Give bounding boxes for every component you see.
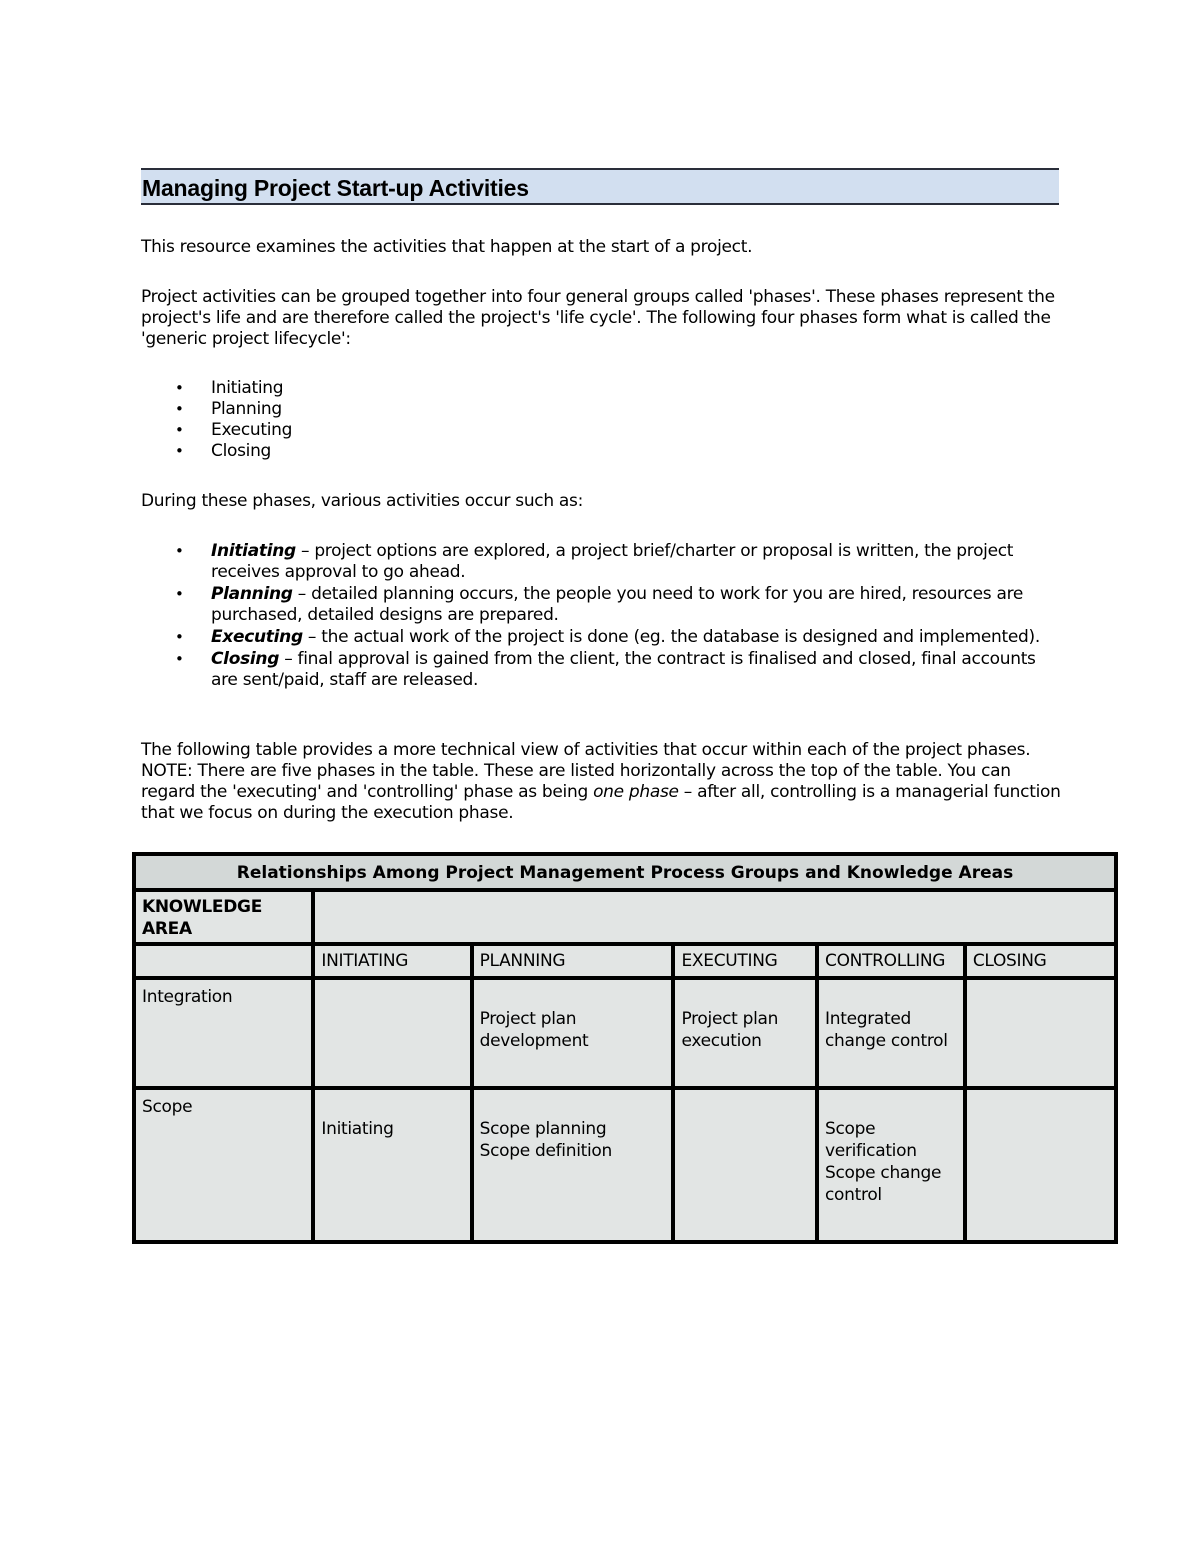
table-cell: Initiating	[313, 1088, 471, 1242]
phase-header-initiating: INITIATING	[313, 944, 471, 978]
bullet-icon: •	[175, 628, 184, 646]
bullet-icon: •	[175, 585, 184, 603]
phase-header-controlling: CONTROLLING	[817, 944, 965, 978]
table-cell: Scope planning Scope definition	[472, 1088, 674, 1242]
table-cell: Project plan execution	[673, 978, 817, 1088]
page-title: Managing Project Start-up Activities	[142, 175, 529, 201]
table-caption-row	[134, 854, 1116, 890]
list-item: • Initiating – project options are explored, a project brief/charter or proposal is written, the project receives approval to go ahead.	[175, 541, 1014, 582]
bullet-icon: •	[175, 542, 184, 560]
list-item: • Closing	[175, 441, 272, 461]
bullet-icon: •	[175, 421, 184, 439]
table-cell	[673, 1088, 817, 1242]
phase-header-row	[134, 944, 1116, 978]
table-cell: Project plan development	[472, 978, 674, 1088]
table-row	[134, 1088, 1116, 1242]
phase-header-executing: EXECUTING	[673, 944, 817, 978]
list-item: • Initiating	[175, 378, 284, 398]
process-groups-table	[132, 852, 1118, 1244]
table-cell	[965, 1088, 1116, 1242]
table-caption: Relationships Among Project Management Process Groups and Knowledge Areas	[134, 854, 1116, 890]
table-row	[134, 978, 1116, 1088]
table-empty-header	[313, 890, 1116, 944]
bullet-icon: •	[175, 379, 184, 397]
list-item: • Planning	[175, 399, 282, 419]
list-item: • Executing	[175, 420, 293, 440]
bullet-icon: •	[175, 400, 184, 418]
table-cell: Integrated change control	[817, 978, 965, 1088]
phase-header-closing: CLOSING	[965, 944, 1116, 978]
list-item: • Executing – the actual work of the project is done (eg. the database is designed and implemented).	[175, 627, 1040, 647]
intro-paragraph: This resource examines the activities that happen at the start of a project.	[141, 237, 753, 257]
table-cell	[134, 944, 313, 978]
bullet-icon: •	[175, 650, 184, 668]
list-item: • Closing – final approval is gained from the client, the contract is finalised and closed, final accounts are sent/paid, staff are released.	[175, 649, 1036, 690]
knowledge-area-cell: Integration	[134, 978, 313, 1088]
table-header-row	[134, 890, 1116, 944]
table-cell	[313, 978, 471, 1088]
knowledge-area-header: KNOWLEDGE AREA	[134, 890, 313, 944]
activities-list	[141, 541, 1061, 692]
table-intro-paragraph: The following table provides a more technical view of activities that occur within each of the project phases. NOTE: There are five phases in the table. These are listed horizontally across the top of the table. You can regard the 'executing' and 'controlling' phase as being one phase – after all, controlling is a managerial function that we focus on during the execution phase.	[141, 740, 1061, 823]
title-bar	[141, 168, 1059, 205]
knowledge-area-cell: Scope	[134, 1088, 313, 1242]
table-cell: Scope verification Scope change control	[817, 1088, 965, 1242]
phases-list	[141, 378, 1061, 462]
bullet-icon: •	[175, 442, 184, 460]
phase-header-planning: PLANNING	[472, 944, 674, 978]
activities-intro: During these phases, various activities occur such as:	[141, 491, 584, 511]
table-cell	[965, 978, 1116, 1088]
phases-paragraph: Project activities can be grouped together into four general groups called 'phases'. These phases represent the project's life and are therefore called the project's 'life cycle'. The following four phases form what is called the 'generic project lifecycle':	[141, 287, 1055, 349]
list-item: • Planning – detailed planning occurs, the people you need to work for you are hired, resources are purchased, detailed designs are prepared.	[175, 584, 1024, 625]
